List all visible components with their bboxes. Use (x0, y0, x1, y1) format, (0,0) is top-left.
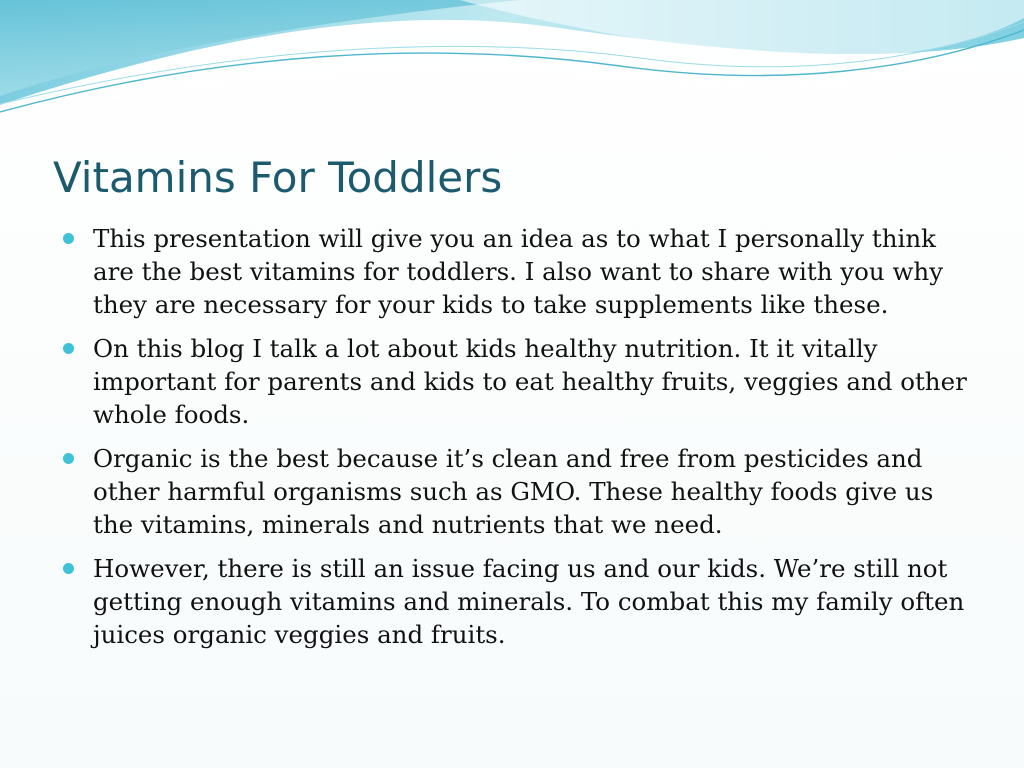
slide-title: Vitamins For Toddlers (53, 153, 503, 202)
bullet-item (60, 442, 980, 541)
bullet-dot-icon (63, 453, 74, 464)
bullet-dot-icon (63, 233, 74, 244)
bullet-text: Organic is the best because it’s clean and free from pesticides and other harmful organisms such as GMO. These healthy foods give us the vitamins, minerals and nutrients that we need. (93, 444, 934, 539)
bullet-item (60, 222, 980, 321)
bullet-text: However, there is still an issue facing us and our kids. We’re still not getting enough vitamins and minerals. To combat this my family often juices organic veggies and fruits. (93, 554, 965, 649)
bullet-dot-icon (63, 563, 74, 574)
wave-header-decoration (0, 0, 1024, 140)
bullet-text: On this blog I talk a lot about kids healthy nutrition. It it vitally important for parents and kids to eat healthy fruits, veggies and other whole foods. (93, 334, 967, 429)
bullet-list (60, 222, 980, 662)
bullet-dot-icon (63, 343, 74, 354)
bullet-item (60, 332, 980, 431)
bullet-item (60, 552, 980, 651)
bullet-text: This presentation will give you an idea as to what I personally think are the best vitamins for toddlers. I also want to share with you why they are necessary for your kids to take supplements like these. (93, 224, 944, 319)
